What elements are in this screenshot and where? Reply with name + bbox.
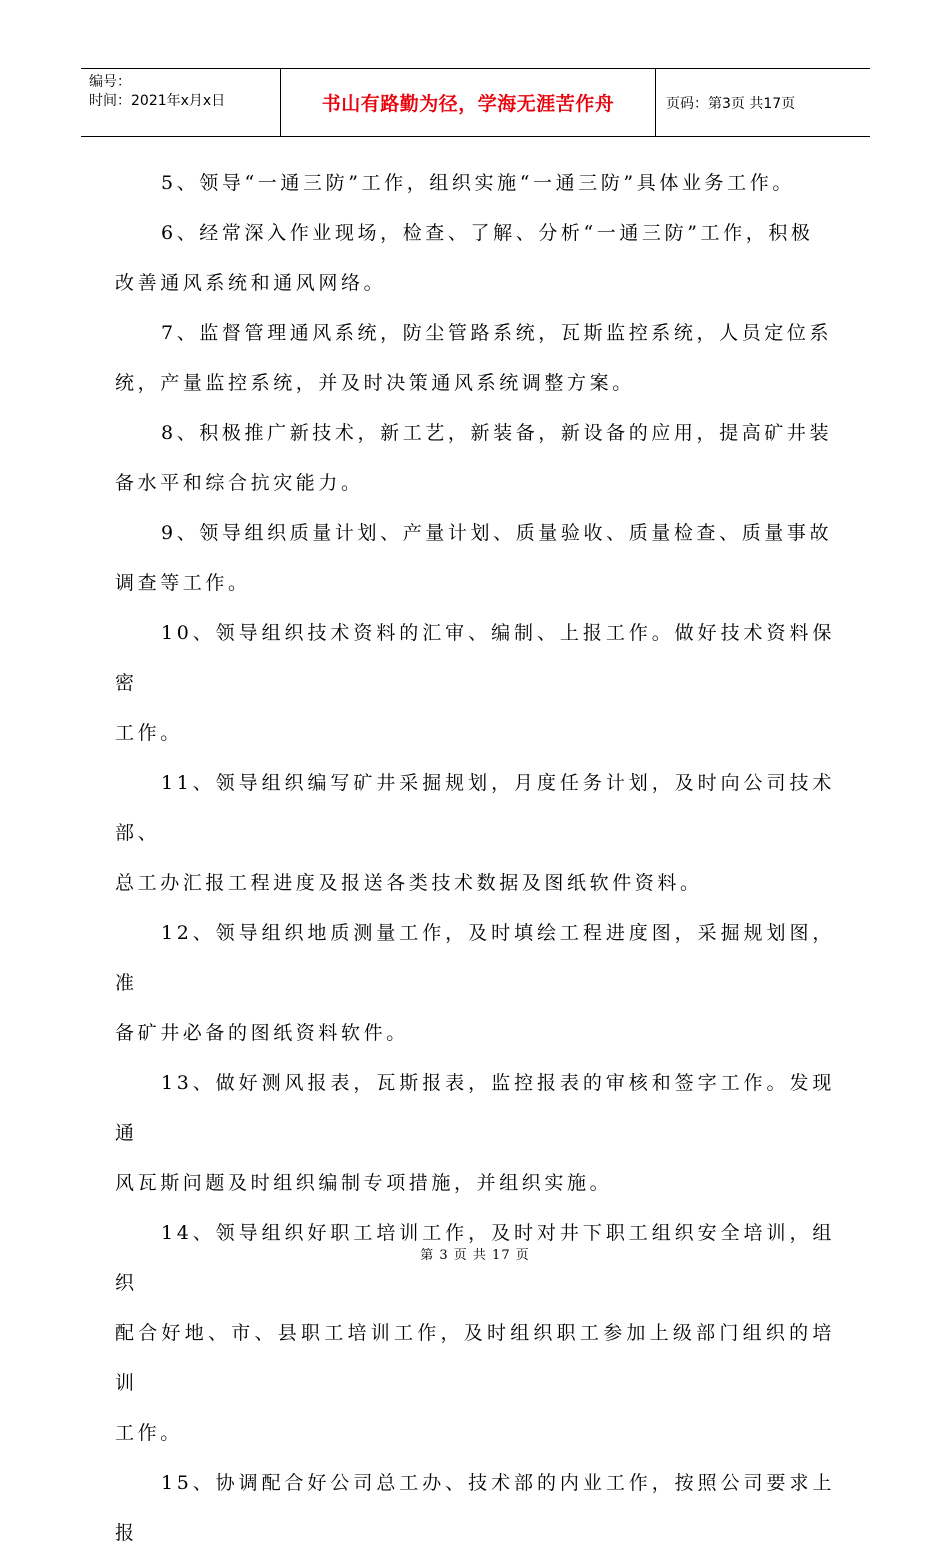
document-time-label: 时间：2021年x月x日 (89, 93, 226, 109)
document-body (115, 158, 835, 1558)
paragraph-item-15: 15、协调配合好公司总工办、技术部的内业工作，按照公司要求上报 (115, 1472, 835, 1544)
header-meta-cell (81, 69, 281, 136)
paragraph-item-10: 10、领导组织技术资料的汇审、编制、上报工作。做好技术资料保密 工作。 (115, 622, 835, 744)
paragraph-item-7: 7、监督管理通风系统，防尘管路系统，瓦斯监控系统，人员定位系 统，产量监控系统，并及时决策通风系统调整方案。 (115, 322, 833, 394)
paragraph-item-9: 9、领导组织质量计划、产量计划、质量验收、质量检查、质量事故 调查等工作。 (115, 522, 833, 594)
paragraph-item-5: 5、领导“一通三防”工作，组织实施“一通三防”具体业务工作。 (161, 172, 795, 194)
page-footer: 第 3 页 共 17 页 (420, 1248, 530, 1263)
paragraph-item-12: 12、领导组织地质测量工作，及时填绘工程进度图，采掘规划图，准 备矿井必备的图纸资料软件。 (115, 922, 835, 1044)
paragraph-item-8: 8、积极推广新技术，新工艺，新装备，新设备的应用，提高矿井装 备水平和综合抗灾能力。 (115, 422, 833, 494)
paragraph-item-6: 6、经常深入作业现场，检查、了解、分析“一通三防”工作，积极 改善通风系统和通风网络。 (115, 222, 814, 294)
paragraph-item-11: 11、领导组织编写矿井采掘规划，月度任务计划，及时向公司技术部、 总工办汇报工程进度及报送各类技术数据及图纸软件资料。 (115, 772, 835, 894)
header-motto: 书山有路勤为径，学海无涯苦作舟 (281, 69, 656, 136)
header-page-code: 页码：第3页 共17页 (666, 95, 796, 112)
paragraph-item-13: 13、做好测风报表，瓦斯报表，监控报表的审核和签字工作。发现通 风瓦斯问题及时组织编制专项措施，并组织实施。 (115, 1072, 835, 1194)
header-table (81, 68, 870, 137)
document-code-label: 编号： (89, 74, 131, 90)
paragraph-item-14: 14、领导组织好职工培训工作，及时对井下职工组织安全培训，组织 配合好地、市、县职工培训工作，及时组织职工参加上级部门组织的培训 工作。 (115, 1222, 835, 1444)
